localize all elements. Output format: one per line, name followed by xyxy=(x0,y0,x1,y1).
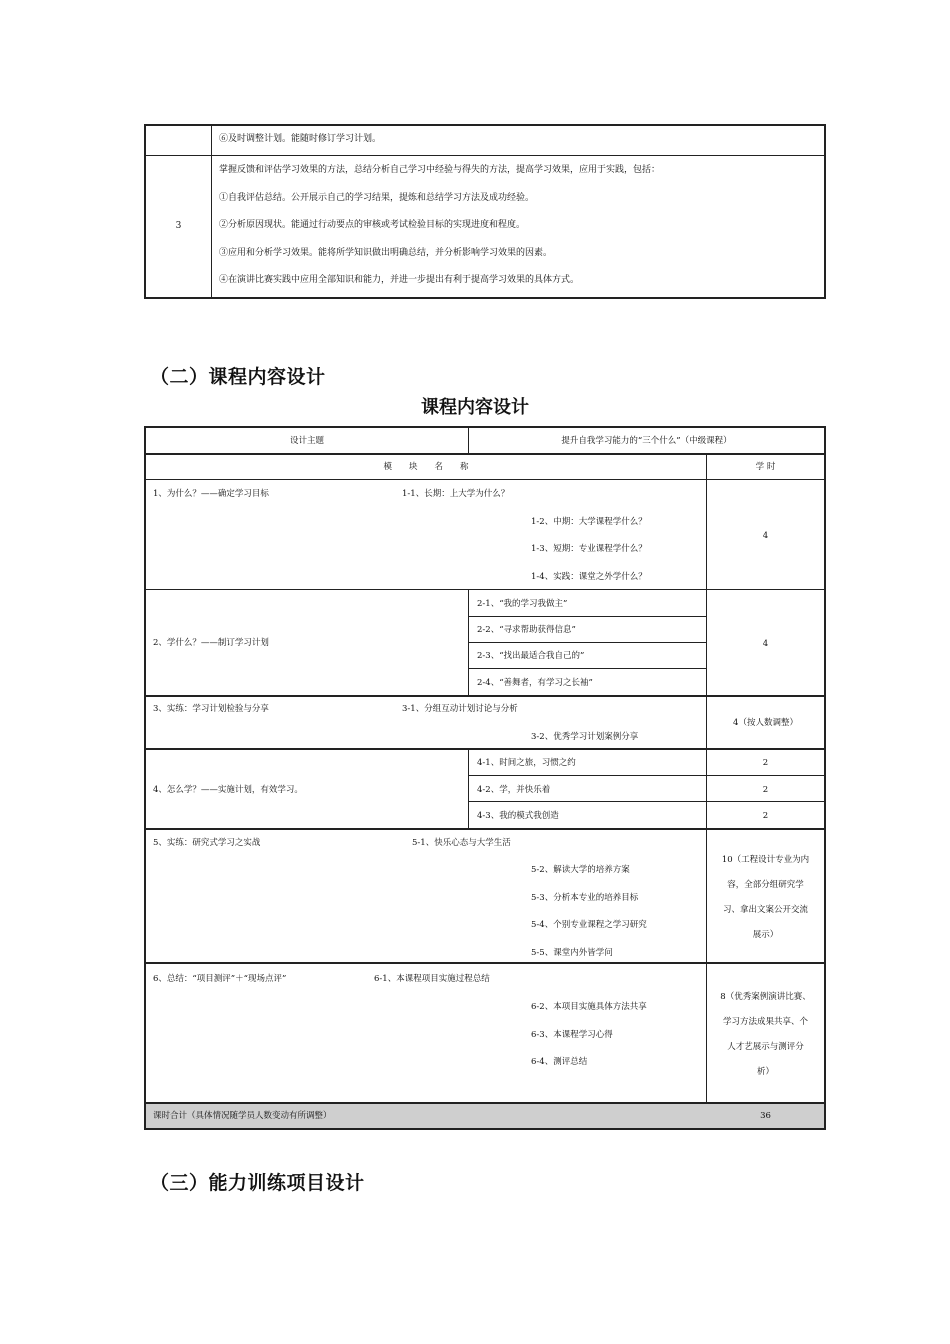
top-row2-intro: 掌握反馈和评估学习效果的方法，总结分析自己学习中经验与得失的方法，提高学习效果，应用于实践，包括： xyxy=(219,165,661,175)
module-sub: 2-1、“我的学习我做主” xyxy=(477,599,568,609)
module-sub: 5-3、分析本专业的培养目标 xyxy=(531,893,639,903)
module-sub: 2-4、“善舞者，有学习之长袖” xyxy=(477,678,593,688)
module-sub: 6-1、本课程项目实施过程总结 xyxy=(374,974,490,984)
module-hours-line: 展示） xyxy=(752,930,779,940)
module-sub: 5-1、快乐心态与大学生活 xyxy=(412,838,511,848)
module-sub: 6-4、测评总结 xyxy=(531,1057,588,1067)
module-hours-line: 学习方法成果共享、个 xyxy=(722,1017,808,1027)
module-title: 2、学什么？——制订学习计划 xyxy=(153,638,269,648)
module-sub: 3-2、优秀学习计划案例分享 xyxy=(531,732,639,742)
module-hours-line: 8（优秀案例演讲比赛、 xyxy=(720,992,811,1002)
top-row2-num: 3 xyxy=(175,221,182,231)
top-row2-item: ④在演讲比赛实践中应用全部知识和能力，并进一步提出有利于提高学习效果的具体方式。 xyxy=(219,275,580,285)
module-hours: 4 xyxy=(762,639,769,649)
module-sub: 4-2、学，并快乐着 xyxy=(477,785,551,795)
module-hours-line: 10（工程设计专业为内 xyxy=(721,855,810,865)
section3-heading: （三）能力训练项目设计 xyxy=(150,1172,365,1194)
top-row2-item: ③应用和分析学习效果。能将所学知识做出明确总结，并分析影响学习效果的因素。 xyxy=(219,248,553,258)
module-sub: 4-3、我的模式我创造 xyxy=(477,811,559,821)
module-title: 6、总结：“项目测评”＋“现场点评” xyxy=(153,974,287,984)
module-hours: 2 xyxy=(762,785,769,795)
module-title: 5、实练：研究式学习之实战 xyxy=(153,838,261,848)
total-value: 36 xyxy=(760,1111,771,1121)
total-label: 课时合计（具体情况随学员人数变动有所调整） xyxy=(153,1111,332,1121)
module-hours-line: 容，全部分组研究学 xyxy=(727,880,804,890)
module-sub: 1-3、短期：专业课程学什么？ xyxy=(531,544,647,554)
module-header: 模 块 名 称 xyxy=(383,462,469,472)
module-sub: 5-4、个别专业课程之学习研究 xyxy=(531,920,647,930)
module-sub: 6-3、本课程学习心得 xyxy=(531,1030,613,1040)
top-row2-item: ②分析原因现状。能通过行动要点的审核或考试检验目标的实现进度和程度。 xyxy=(219,220,526,230)
section2-heading: （二）课程内容设计 xyxy=(150,366,326,388)
module-hours: 2 xyxy=(762,758,769,768)
theme-value: 提升自我学习能力的“三个什么”（中级课程） xyxy=(561,436,732,446)
module-hours: 4（按人数调整） xyxy=(733,718,798,728)
module-sub: 6-2、本项目实施具体方法共享 xyxy=(531,1002,647,1012)
hours-header: 学 时 xyxy=(755,462,776,472)
module-sub: 2-2、“寻求帮助获得信息” xyxy=(477,625,576,635)
module-hours-line: 习、拿出文案公开交流 xyxy=(722,905,808,915)
top-row2-item: ①自我评估总结。公开展示自己的学习结果，提炼和总结学习方法及成功经验。 xyxy=(219,193,535,203)
module-sub: 4-1、时间之旅，习惯之约 xyxy=(477,758,576,768)
top-row1-text: ⑥及时调整计划。能随时修订学习计划。 xyxy=(219,134,382,144)
module-sub: 3-1、分组互动计划讨论与分析 xyxy=(402,704,518,714)
module-hours: 4 xyxy=(762,531,769,541)
module-sub: 5-5、课堂内外皆学问 xyxy=(531,948,613,958)
module-sub: 2-3、“找出最适合我自己的” xyxy=(477,651,585,661)
module-sub: 5-2、解读大学的培养方案 xyxy=(531,865,630,875)
module-title: 3、实练：学习计划检验与分享 xyxy=(153,704,269,714)
module-hours-line: 人才艺展示与测评分 xyxy=(727,1042,804,1052)
theme-label: 设计主题 xyxy=(289,436,324,446)
module-hours: 2 xyxy=(762,811,769,821)
module-sub: 1-1、长期：上大学为什么？ xyxy=(402,489,510,499)
module-sub: 1-2、中期：大学课程学什么？ xyxy=(531,517,647,527)
module-title: 1、为什么？——确定学习目标 xyxy=(153,489,269,499)
module-hours-line: 析） xyxy=(756,1067,774,1077)
module-title: 4、怎么学？——实施计划，有效学习。 xyxy=(153,785,303,795)
module-sub: 1-4、实践：课堂之外学什么？ xyxy=(531,572,647,582)
table-title: 课程内容设计 xyxy=(421,397,529,418)
